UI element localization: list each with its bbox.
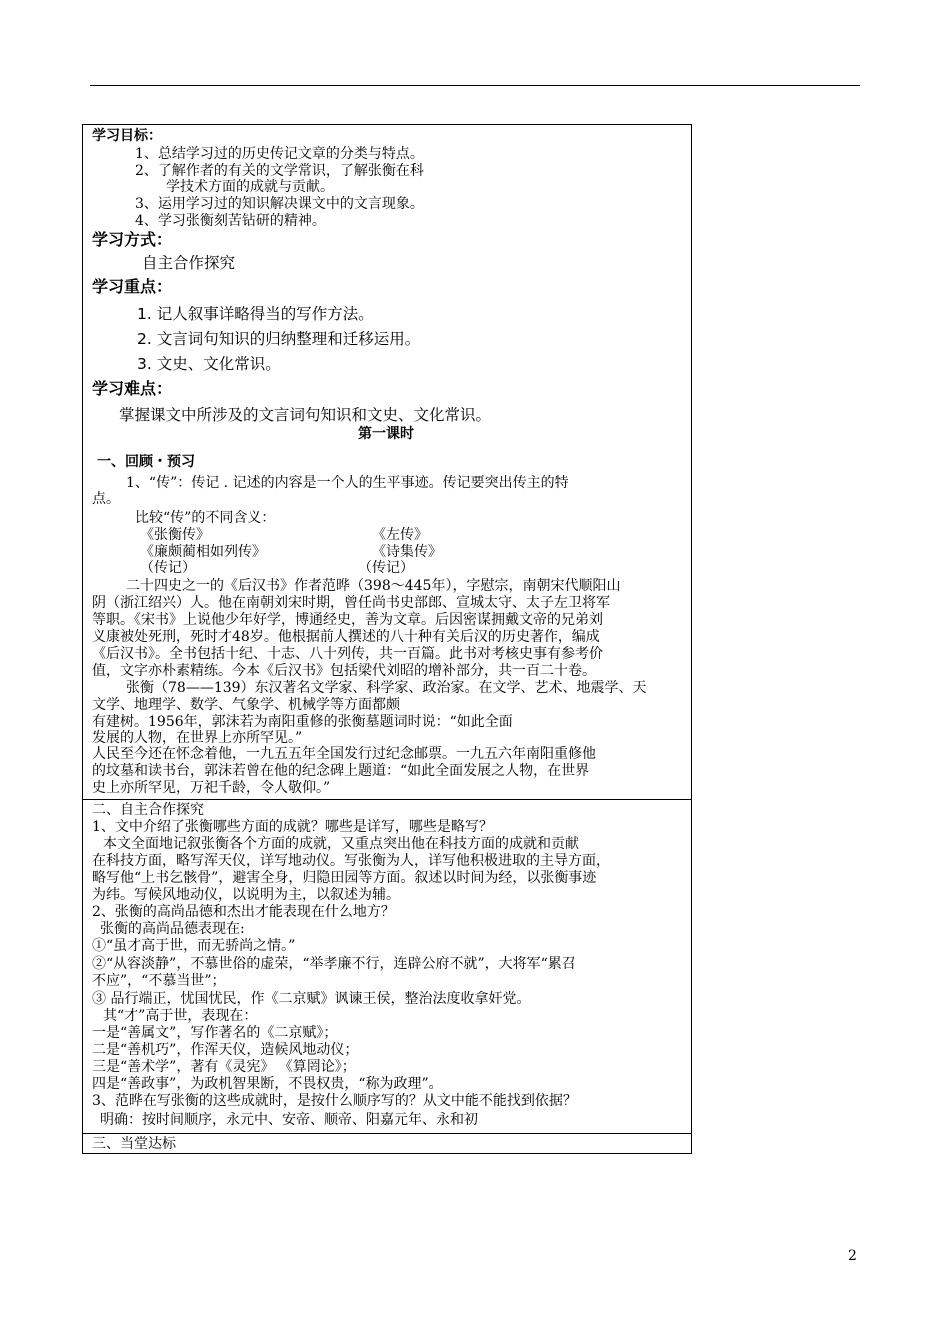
difficulty-heading: 学习难点： (92, 379, 173, 398)
review-line: 比较“传”的不同含义： (135, 510, 276, 526)
review-line: 《左传》 (372, 527, 428, 543)
review-line: 值，文字亦朴素精练。今本《后汉书》包括梁代刘昭的增补部分，共一百二十卷。 (92, 663, 596, 679)
review-line: （传记） (358, 560, 414, 576)
lesson-plan-box (82, 124, 692, 1154)
practice-heading: 三、当堂达标 (92, 1136, 176, 1152)
review-line: 1、“传”：传记 . 记述的内容是一个人的生平事迹。传记要突出传主的特 (126, 475, 569, 491)
page-number: 2 (848, 1248, 857, 1264)
difficulty-text: 掌握课文中所涉及的文言词句知识和文史、文化常识。 (119, 406, 492, 424)
explore-line: 略写他“上书乞骸骨”，避害全身，归隐田园等方面。叙述以时间为经，以张衡事迹 (92, 870, 597, 886)
explore-line: 本文全面地记叙张衡各个方面的成就，又重点突出他在科技方面的成就和贡献 (103, 836, 579, 852)
explore-line: 其“才”高于世，表现在： (103, 1008, 258, 1024)
explore-line: 2、张衡的高尚品德和杰出才能表现在什么地方？ (92, 904, 395, 920)
explore-line: 四是“善政事”，为政机智果断，不畏权贵，“称为政理”。 (92, 1076, 443, 1092)
explore-line: 张衡的高尚品德表现在: (100, 921, 245, 937)
section-divider (83, 799, 691, 800)
review-line: 义康被处死刑，死时才48岁。他根据前人撰述的八十种有关后汉的历史著作，编成 (92, 629, 600, 645)
review-line: 史上亦所罕见，万祀千龄，令人敬仰。” (92, 780, 331, 796)
review-line: 《诗集传》 (372, 544, 442, 560)
review-line: 人民至今还在怀念着他，一九五五年全国发行过纪念邮票。一九五六年南阳重修他 (92, 746, 596, 762)
explore-line: 三是“善术学”，著有《灵宪》 《算罔论》； (92, 1059, 356, 1075)
review-line: 《后汉书》。全书包括十纪、十志、八十列传，共一百篇。此书对考核史事有参考价 (92, 646, 603, 662)
explore-line: ②“从容淡静”，不慕世俗的虚荣，“举孝廉不行，连辟公府不就”，大将军“累召 (92, 956, 576, 972)
explore-line: ③ 品行端正，忧国忧民，作《二京赋》讽谏王侯，整治法度收拿奸党。 (92, 991, 531, 1007)
section-divider (83, 1133, 691, 1134)
review-line: 张衡（78——139）东汉著名文学家、科学家、政治家。在文学、艺术、地震学、天 (126, 680, 647, 696)
objective-item: 1、总结学习过的历史传记文章的分类与特点。 (135, 146, 424, 162)
explore-line: 不应”，“不慕当世”； (92, 973, 226, 989)
explore-line: 二是“善机巧”，作浑天仪，造候风地动仪； (92, 1042, 359, 1058)
objective-item: 学技术方面的成就与贡献。 (166, 179, 334, 195)
review-heading: 一、回顾・预习 (97, 454, 195, 470)
focus-item: 2. 文言词句知识的归纳整理和迁移运用。 (137, 330, 421, 348)
review-line: 发展的人物，在世界上亦所罕见。” (92, 730, 303, 746)
review-line: 有建树。1956年，郭沫若为南阳重修的张衡墓题词时说：“如此全面 (92, 714, 513, 730)
explore-line: 为纬。写候风地动仪，以说明为主，以叙述为辅。 (92, 887, 400, 903)
method-text: 自主合作探究 (142, 254, 236, 272)
explore-line: 明确：按时间顺序，永元中、安帝、顺帝、阳嘉元年、永和初 (100, 1112, 478, 1128)
explore-line: 1、文中介绍了张衡哪些方面的成就？哪些是详写，哪些是略写？ (92, 819, 493, 835)
objective-item: 2、了解作者的有关的文学常识，了解张衡在科 (135, 163, 424, 179)
review-line: 阴（浙江绍兴）人。他在南朝刘宋时期，曾任尚书史部郎、宣城太守、太子左卫将军 (92, 595, 610, 611)
focus-item: 1. 记人叙事详略得当的写作方法。 (137, 305, 374, 323)
review-line: 的坟墓和读书台，郭沫若曾在他的纪念碑上题道：“如此全面发展之人物，在世界 (92, 763, 590, 779)
explore-line: 3、范晔在写张衡的这些成就时，是按什么顺序写的？从文中能不能找到依据？ (92, 1093, 577, 1109)
objective-item: 4、学习张衡刻苦钻研的精神。 (135, 213, 326, 229)
review-line: 点。 (92, 491, 120, 507)
lesson-title: 第一课时 (358, 426, 414, 442)
review-line: 《张衡传》 (140, 527, 210, 543)
focus-heading: 学习重点： (92, 277, 173, 296)
review-line: 《廉颇蔺相如列传》 (140, 544, 266, 560)
explore-heading: 二、自主合作探究 (92, 802, 204, 818)
review-line: 等职。《宋书》上说他少年好学，博通经史，善为文章。后因密谋拥戴文帝的兄弟刘 (92, 612, 603, 628)
method-heading: 学习方式： (92, 230, 173, 249)
objectives-heading: 学习目标： (92, 128, 162, 144)
review-line: （传记） (140, 560, 196, 576)
objective-item: 3、运用学习过的知识解决课文中的文言现象。 (135, 196, 424, 212)
review-line: 文学、地理学、数学、气象学、机械学等方面都颇 (92, 697, 400, 713)
explore-line: 一是“善属文”，写作著名的《二京赋》； (92, 1025, 338, 1041)
explore-line: ①“虽才高于世，而无骄尚之情。” (92, 938, 296, 954)
review-line: 二十四史之一的《后汉书》作者范晔（398～445年），字慰宗，南朝宋代顺阳山 (126, 578, 621, 594)
header-rule (90, 85, 860, 86)
focus-item: 3. 文史、文化常识。 (137, 355, 281, 373)
explore-line: 在科技方面，略写浑天仪，详写地动仪。写张衡为人，详写他积极进取的主导方面， (92, 853, 610, 869)
